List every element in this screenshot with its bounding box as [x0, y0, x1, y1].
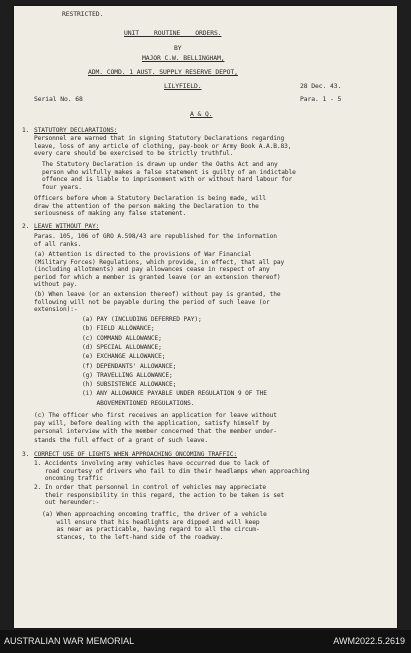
- para1-lines-b-line: offence and is liable to imprisonment with or without hard labour for: [42, 176, 293, 184]
- header-para-range: Para. 1 - 5: [300, 95, 342, 103]
- para2-heading: LEAVE WITHOUT PAY:: [34, 223, 100, 230]
- para1-lines-a-line: every care should be exercised to be strictly truthful.: [34, 150, 234, 158]
- para2-lines-b-line: (including allotments) and pay allowances cease in respect of any: [34, 266, 270, 274]
- para2-lines-d-line: pay will, before dealing with the application, satisfy himself by: [34, 420, 270, 428]
- para2-lines-d-line: (c) The officer who first receives an application for leave without: [34, 412, 277, 419]
- para2-list-line: (d) SPECIAL ALLOWANCE;: [82, 343, 162, 351]
- para2-num: 2.: [22, 223, 30, 230]
- para2-lines-b-line: (Military Forces) Regulations, which provide, in effect, that all pay: [34, 258, 285, 266]
- para2-lines-d-line: personal interview with the member concerned that the member under-: [34, 428, 277, 436]
- para2-lines-b-line: period for which a member is granted leave (or an extension thereof): [34, 273, 281, 281]
- para2-lines-a-line: of all ranks.: [34, 240, 82, 248]
- header-location: LILYFIELD.: [164, 82, 202, 90]
- para3-lines-c-line: (a) When approaching oncoming traffic, the driver of a vehicle: [42, 511, 267, 518]
- para2-list-line: (f) DEPENDANTS' ALLOWANCE;: [82, 362, 177, 370]
- para2-lines-c-line: extension):-: [34, 306, 78, 314]
- para1-lines-a-line: Personnel are warned that in signing Statutory Declarations regarding: [34, 135, 285, 142]
- para2-lines-c-line: following will not be payable during the period of such leave (or: [34, 298, 270, 306]
- para1-lines-c-line: draw the attention of the person making the Declaration to the: [34, 202, 259, 210]
- para2-list-line: ABOVEMENTIONED REGULATIONS.: [82, 399, 195, 407]
- para3-lines-a-line: road courtesy of drivers who fail to dim their headlamps when approaching: [34, 467, 310, 475]
- para1-heading: STATUTORY DECLARATIONS:: [34, 127, 118, 134]
- para1-lines-b-line: person who wilfully makes a false statement is guilty of an indictable: [42, 168, 296, 176]
- header-classification: RESTRICTED.: [62, 10, 104, 18]
- document-page: [14, 6, 397, 628]
- para2-list-line: (h) SUBSISTENCE ALLOWANCE;: [82, 381, 177, 389]
- para2-list-line: (b) FIELD ALLOWANCE;: [82, 325, 155, 333]
- para3-lines-a-line: oncoming traffic: [34, 475, 103, 483]
- footer-reference: AWM2022.5.2619: [333, 636, 405, 646]
- header-serial: Serial No. 68: [34, 95, 83, 103]
- para2-lines-b-line: (a) Attention is directed to the provisions of War Financial: [34, 251, 252, 258]
- header-officer: MAJOR C.W. BELLINGHAM,: [142, 54, 225, 62]
- para2-lines-a-line: Paras. 105, 106 of GRO A.598/43 are republished for the information: [34, 233, 277, 240]
- para3-heading: CORRECT USE OF LIGHTS WHEN APPROACHING ONCOMING TRAFFIC:: [34, 451, 238, 458]
- para1-lines-a-line: leave, loss of any article of clothing, pay-book or Army Book A.A.B.83,: [34, 142, 292, 150]
- para2-lines-b-line: without pay.: [34, 281, 78, 289]
- para2-list-line: (e) EXCHANGE ALLOWANCE;: [82, 353, 166, 361]
- footer-institution: AUSTRALIAN WAR MEMORIAL: [4, 636, 135, 646]
- para3-lines-b-line: their responsibility in this regard, the action to be taken is set: [34, 491, 285, 499]
- para3-lines-b-line: 2. In order that personnel in control of vehicles may appreciate: [34, 484, 267, 491]
- para2-lines-d-line: stands the full effect of a grant of such leave.: [34, 436, 209, 444]
- header-unit: ADM. COMD. 1 AUST. SUPPLY RESERVE DEPOT,: [88, 68, 238, 76]
- para1-lines-b-line: The Statutory Declaration is drawn up under the Oaths Act and any: [42, 161, 278, 168]
- header-date: 28 Dec. 43.: [300, 82, 342, 90]
- para2-lines-c-line: (b) When leave (or an extension thereof) without pay is granted, the: [34, 291, 281, 298]
- header-title: UNIT ROUTINE ORDERS.: [124, 29, 222, 37]
- para3-lines-c-line: will ensure that his headlights are dipped and will keep: [42, 518, 260, 526]
- para1-num: 1.: [22, 127, 30, 134]
- para1-lines-b-line: four years.: [42, 183, 82, 191]
- archive-footer: [0, 630, 411, 653]
- para1-lines-c-line: Officers before whom a Statutory Declaration is being made, will: [34, 195, 267, 202]
- para2-list-line: (a) PAY (INCLUDING DEFERRED PAY);: [82, 316, 202, 323]
- header-by: BY: [174, 44, 182, 52]
- header-section: A & Q.: [190, 110, 213, 118]
- para3-lines-b-line: out hereunder:-: [34, 499, 100, 507]
- para3-lines-c-line: stances, to the left-hand side of the roadway.: [42, 533, 224, 541]
- para2-list-line: (i) ANY ALLOWANCE PAYABLE UNDER REGULATION 9 OF THE: [82, 390, 267, 398]
- para1-lines-c-line: seriousness of making any false statement.: [34, 210, 187, 218]
- para2-list-line: (c) COMMAND ALLOWANCE;: [82, 334, 162, 342]
- para3-lines-c-line: as near as practicable, having regard to all the circum-: [42, 526, 260, 534]
- para3-num: 3.: [22, 451, 30, 458]
- para2-list-line: (g) TRAVELLING ALLOWANCE;: [82, 371, 173, 379]
- para3-lines-a-line: 1. Accidents involving army vehicles have occurred due to lack of: [34, 460, 270, 467]
